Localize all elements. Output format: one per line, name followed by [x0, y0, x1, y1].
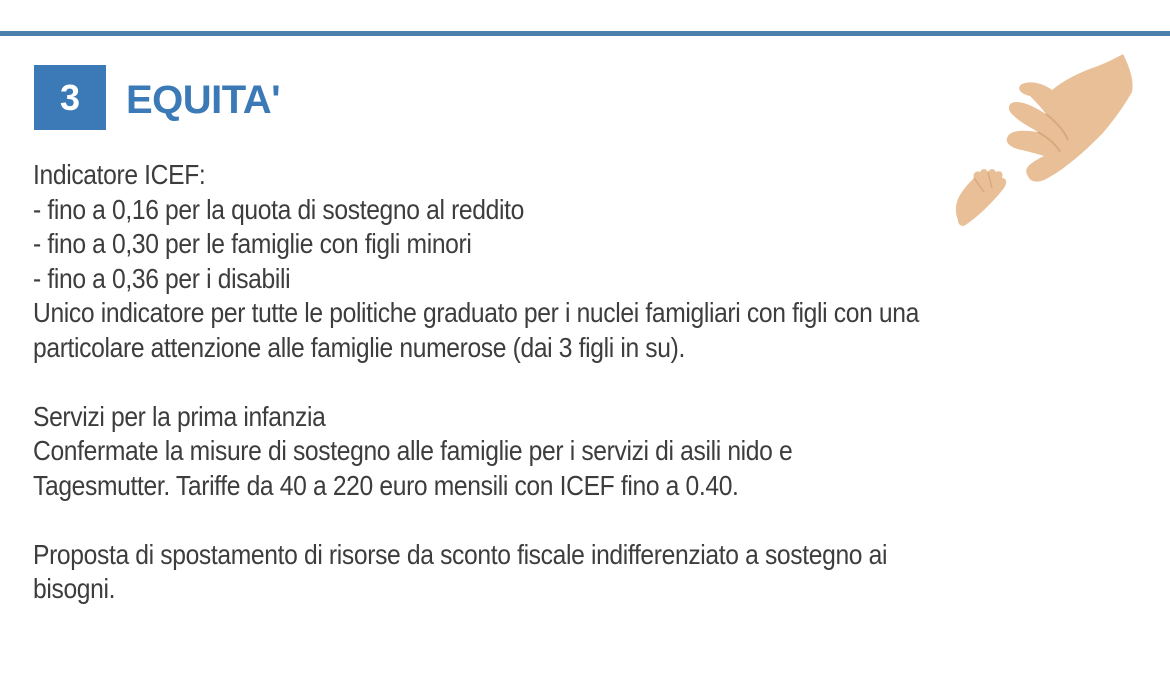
- icef-heading: Indicatore ICEF:: [33, 159, 206, 190]
- top-divider: [0, 31, 1170, 36]
- childcare-heading: Servizi per la prima infanzia: [33, 400, 326, 432]
- icef-note-line: Unico indicatore per tutte le politiche graduato per i nuclei famigliari con figli con una: [33, 297, 919, 328]
- paragraph-gap: [33, 365, 1010, 400]
- proposal-line: bisogni.: [33, 573, 116, 604]
- icef-note-line: particolare attenzione alle famiglie numerose (dai 3 figli in su).: [33, 331, 685, 363]
- adult-hand-shape: [1007, 54, 1133, 182]
- childcare-line: Confermate la misure di sostegno alle famiglie per i servizi di asili nido e: [33, 435, 793, 466]
- list-item: - fino a 0,30 per le famiglie con figli minori: [33, 228, 472, 259]
- list-item: - fino a 0,16 per la quota di sostegno al reddito: [33, 193, 524, 225]
- section-number-badge: 3: [34, 65, 106, 130]
- content-body: [33, 158, 1010, 607]
- section-title: EQUITA': [126, 78, 281, 122]
- list-item: - fino a 0,36 per i disabili: [33, 262, 291, 294]
- paragraph-gap: [33, 503, 1010, 538]
- proposal-line: Proposta di spostamento di risorse da sconto fiscale indifferenziato a sostegno ai: [33, 538, 888, 570]
- childcare-line: Tagesmutter. Tariffe da 40 a 220 euro mensili con ICEF fino a 0.40.: [33, 469, 739, 501]
